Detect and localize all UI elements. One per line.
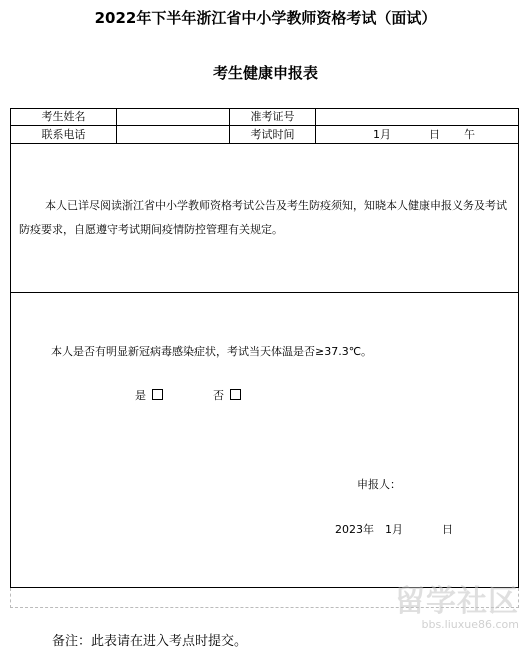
date-month: 1月 [373, 128, 391, 141]
yes-option[interactable] [135, 384, 163, 408]
date-label: 考试时间 [250, 128, 295, 141]
footer-note: 备注：此表请在进入考点时提交。 [52, 634, 248, 649]
name-field[interactable] [117, 109, 229, 125]
health-form-table [10, 108, 519, 588]
ticket-label: 准考证号 [250, 110, 295, 123]
ticket-field[interactable] [316, 109, 518, 125]
signer-label: 申报人： [357, 478, 401, 491]
yes-label: 是 [135, 389, 146, 402]
symptom-question: 本人是否有明显新冠病毒感染症状，考试当天体温是否≥37.3℃。 [51, 345, 373, 358]
declaration-text: 本人已详尽阅读浙江省中小学教师资格考试公告及考生防疫须知，知晓本人健康申报义务及考试防疫要求，自愿遵守考试期间疫情防控管理有关规定。 [19, 199, 507, 236]
form-title: 考生健康申报表 [212, 64, 318, 82]
watermark [395, 586, 519, 631]
sign-day: 日 [442, 523, 453, 536]
name-label: 考生姓名 [41, 110, 86, 123]
sign-year: 2023年 [335, 523, 374, 536]
sign-month: 1月 [385, 523, 403, 536]
watermark-url: bbs.liuxue86.com [421, 618, 519, 631]
date-ampm: 午 [464, 128, 475, 141]
row-divider [11, 292, 518, 293]
no-label: 否 [213, 389, 224, 402]
watermark-logo: 留学社区 [395, 584, 519, 619]
no-option[interactable] [213, 384, 241, 408]
date-day: 日 [429, 128, 440, 141]
page-title: 2022年下半年浙江省中小学教师资格考试（面试） [94, 9, 437, 27]
phone-label: 联系电话 [41, 128, 86, 141]
phone-field[interactable] [117, 126, 229, 142]
row-divider [11, 143, 518, 144]
no-checkbox[interactable] [230, 389, 241, 400]
yes-checkbox[interactable] [152, 389, 163, 400]
